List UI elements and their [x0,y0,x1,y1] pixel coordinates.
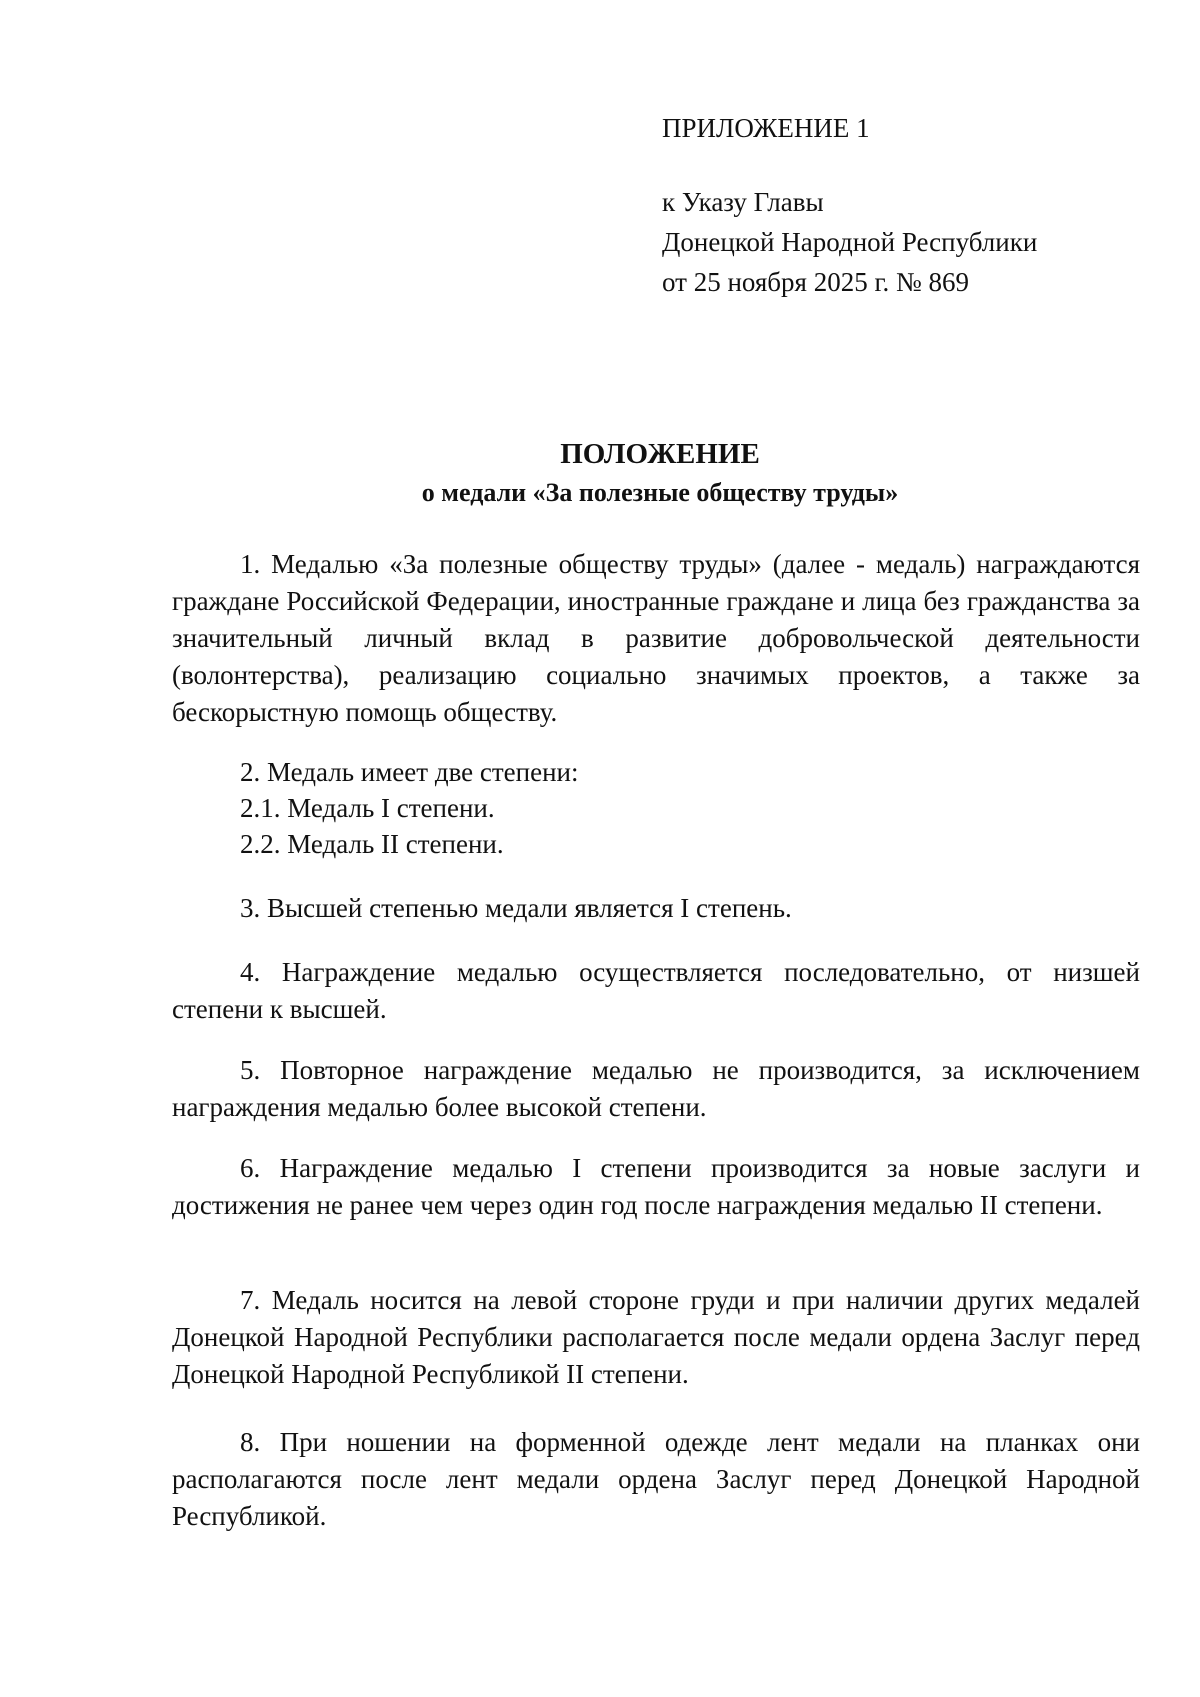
document-title: ПОЛОЖЕНИЕ [560,438,760,470]
paragraph-3: 3. Высшей степенью медали является I степень. [240,893,792,923]
paragraph-8: 8. При ношении на форменной одежде лент медали на планках они располагаются после лент медали ордена Заслуг перед Донецкой Народной Республикой. [172,1427,1140,1531]
paragraph-5: 5. Повторное награждение медалью не производится, за исключением награждения медалью более высокой степени. [172,1055,1140,1122]
appendix-label: ПРИЛОЖЕНИЕ 1 [662,113,870,143]
document-subtitle: о медали «За полезные обществу труды» [421,478,899,507]
paragraph-1: 1. Медалью «За полезные обществу труды» (далее - медаль) награждаются граждане Российской Федерации, иностранные граждане и лица без гражданства за значительный личный вклад в развитие добровольческой деятельности (волонтерства), реализацию социально значимых проектов, а также за бескорыстную помощь обществу. [172,549,1140,727]
decree-reference-line-2: Донецкой Народной Республики [662,227,1038,257]
decree-reference-line-1: к Указу Главы [662,187,824,217]
paragraph-2-1: 2.1. Медаль I степени. [240,793,495,823]
paragraph-2-2: 2.2. Медаль II степени. [240,829,504,859]
paragraph-6: 6. Награждение медалью I степени производится за новые заслуги и достижения не ранее чем через один год после награждения медалью II степени. [172,1153,1140,1220]
decree-reference-line-3: от 25 ноября 2025 г. № 869 [662,267,969,297]
paragraph-2: 2. Медаль имеет две степени: [240,757,579,787]
paragraph-4: 4. Награждение медалью осуществляется последовательно, от низшей степени к высшей. [172,957,1140,1024]
paragraph-7: 7. Медаль носится на левой стороне груди и при наличии других медалей Донецкой Народной Республики располагается после медали ордена Заслуг перед Донецкой Народной Республикой II степени. [172,1285,1140,1389]
